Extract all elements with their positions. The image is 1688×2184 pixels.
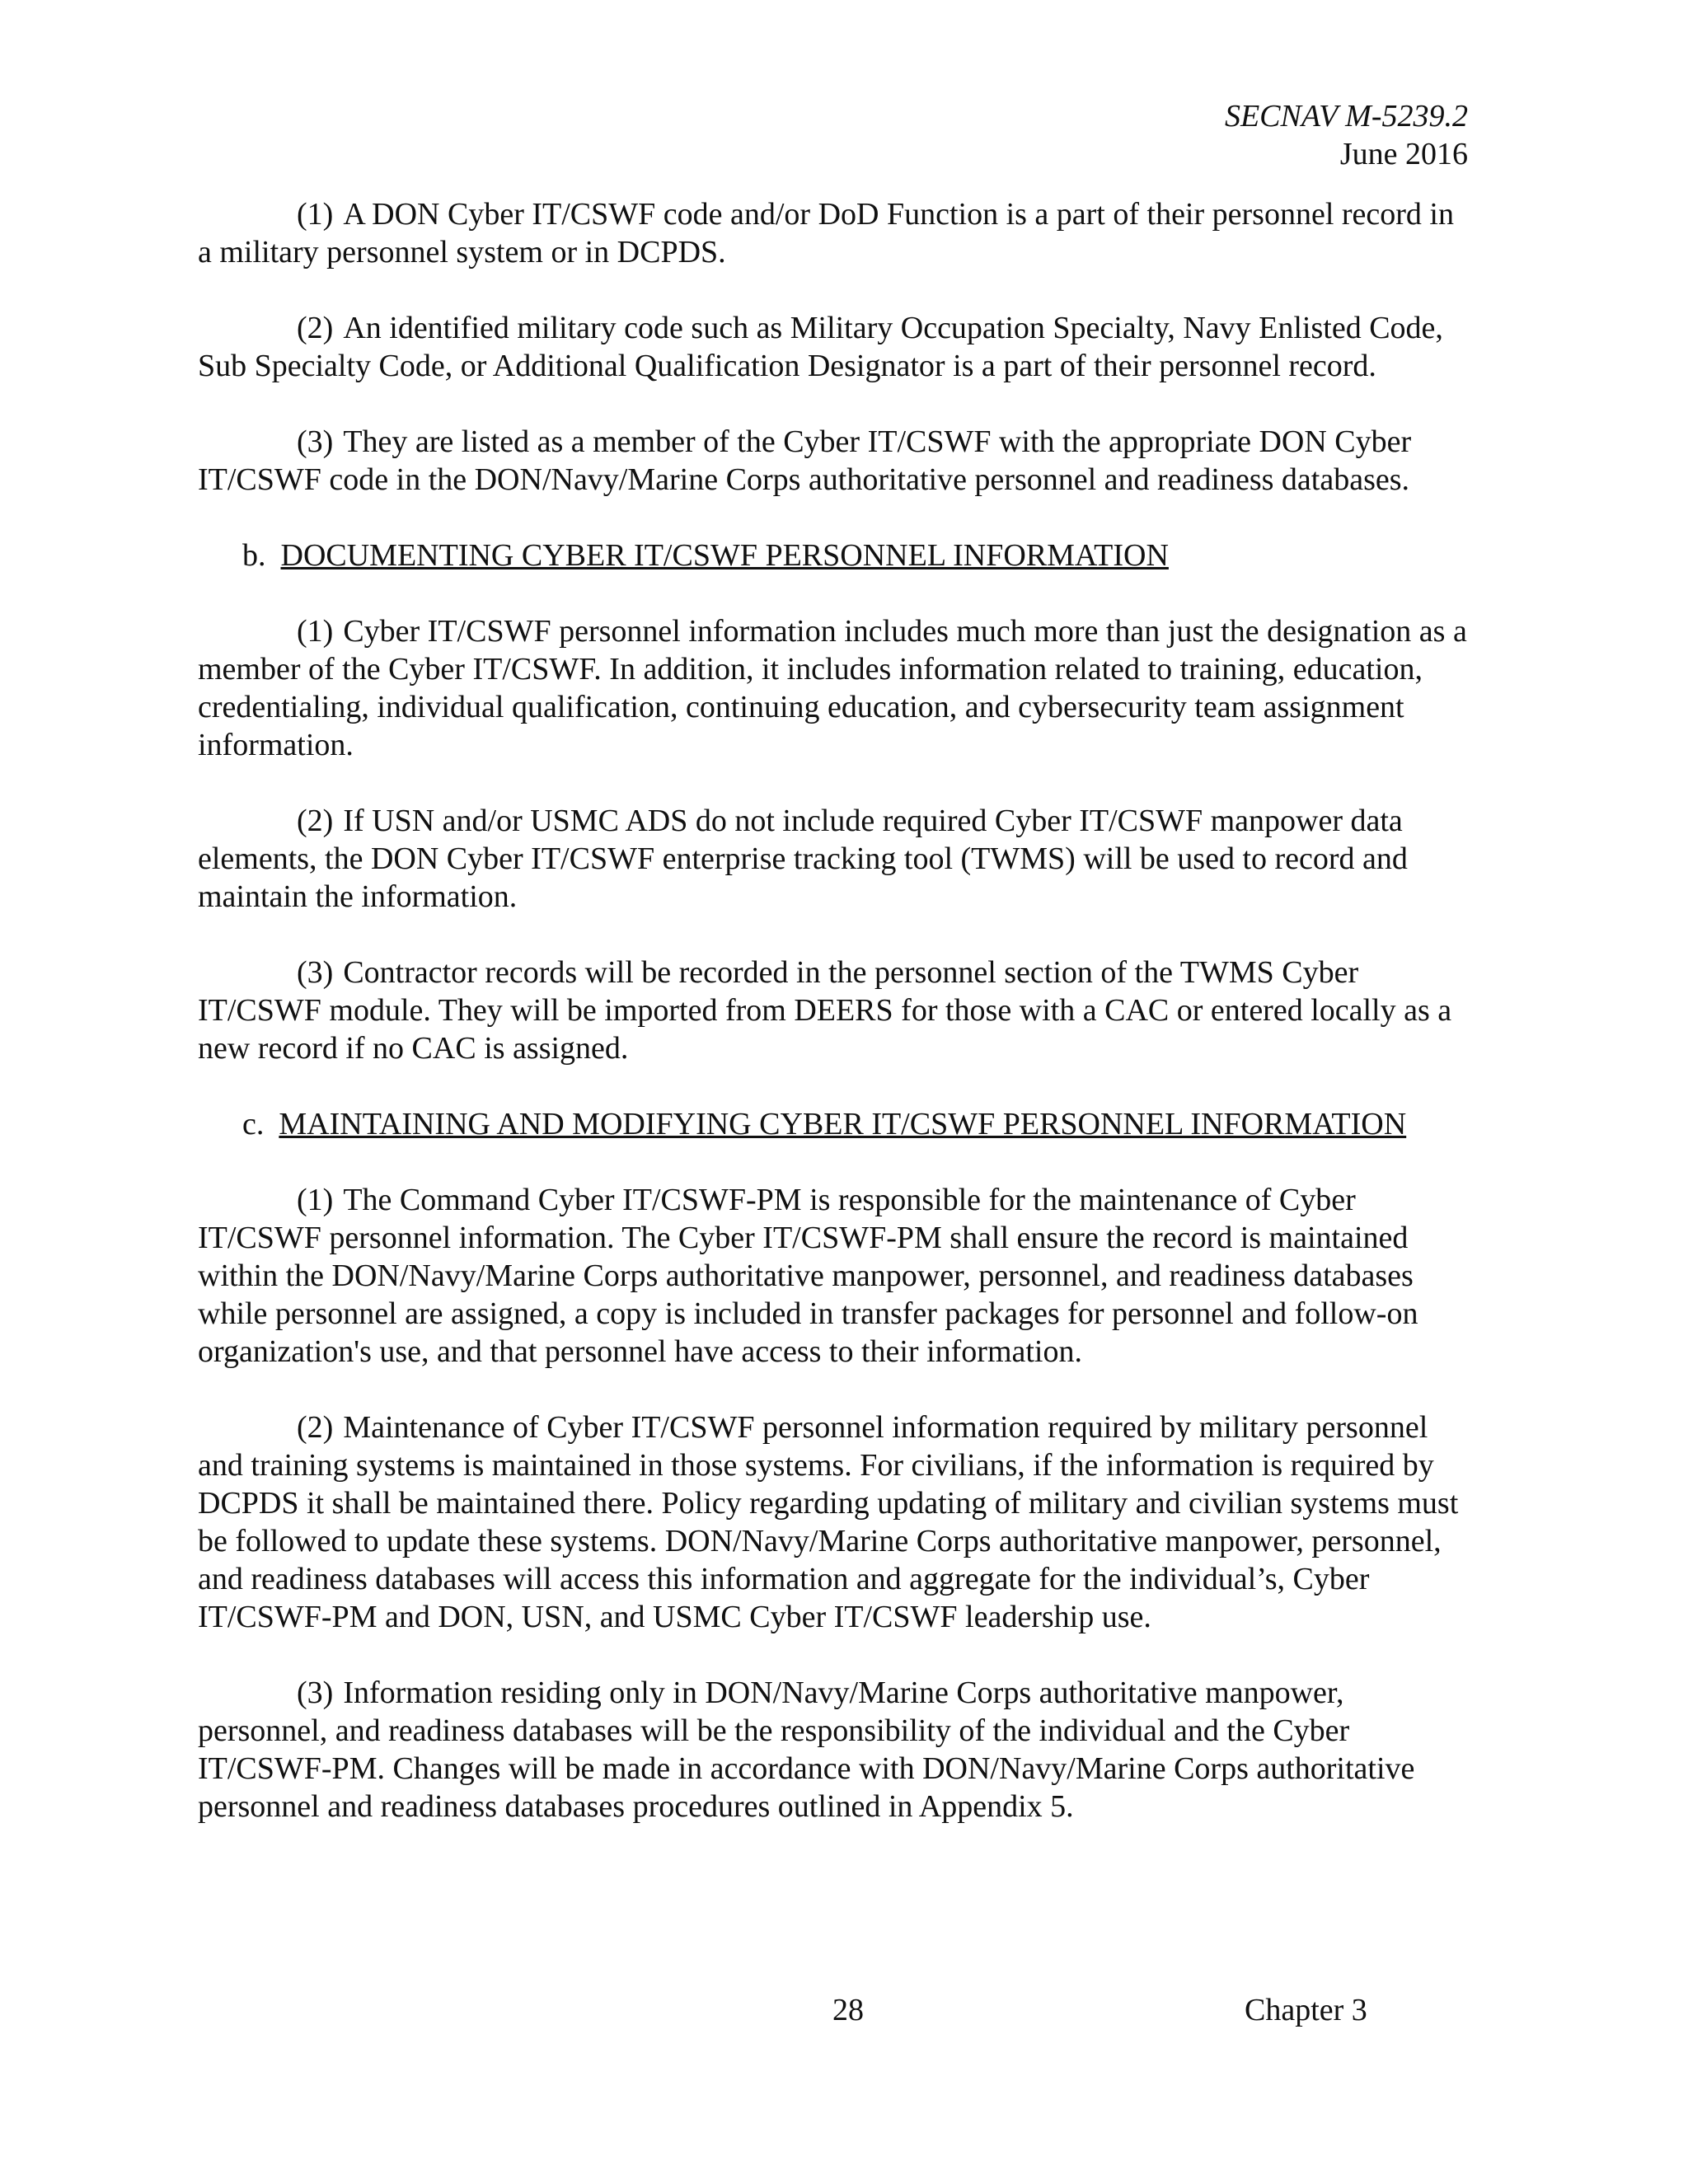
section-title: DOCUMENTING CYBER IT/CSWF PERSONNEL INFORMATION — [280, 538, 1169, 573]
paragraph-number: (1) — [297, 1183, 334, 1217]
paragraph-number: (1) — [297, 614, 334, 649]
section-title: MAINTAINING AND MODIFYING CYBER IT/CSWF PERSONNEL INFORMATION — [279, 1107, 1407, 1141]
paragraph-text: Information residing only in DON/Navy/Marine Corps authoritative manpower, personnel, and readiness databases will be the responsibility of the individual and the Cyber IT/CSWF-PM. Changes will be made in accordance with DON/Navy/Marine Corps authoritative personnel and readiness databases procedures outlined in Appendix 5. — [198, 1675, 1415, 1824]
section-letter: c. — [242, 1107, 265, 1141]
paragraph-item — [198, 423, 1471, 499]
paragraph-number: (3) — [297, 1675, 334, 1710]
paragraph-text: A DON Cyber IT/CSWF code and/or DoD Function is a part of their personnel record in a military personnel system or in DCPDS. — [198, 197, 1454, 269]
paragraph-number: (2) — [297, 311, 334, 345]
paragraph-number: (2) — [297, 1410, 334, 1445]
section-letter: b. — [242, 538, 266, 573]
paragraph-item — [198, 1181, 1471, 1371]
document-body — [198, 195, 1471, 1863]
page-number: 28 — [832, 1993, 864, 2027]
paragraph-item — [198, 612, 1471, 764]
paragraph-number: (3) — [297, 424, 334, 459]
paragraph-item — [198, 195, 1471, 271]
paragraph-text: Contractor records will be recorded in the personnel section of the TWMS Cyber IT/CSWF module. They will be imported from DEERS for those with a CAC or entered locally as a new record if no CAC is assigned. — [198, 955, 1452, 1066]
paragraph-text: Maintenance of Cyber IT/CSWF personnel information required by military personnel and training systems is maintained in those systems. For civilians, if the information is required by DCPDS it shall be maintained there. Policy regarding updating of military and civilian systems must be followed to update these systems. DON/Navy/Marine Corps authoritative manpower, personnel, and readiness databases will access this information and aggregate for the individual’s, Cyber IT/CSWF-PM and DON, USN, and USMC Cyber IT/CSWF leadership use. — [198, 1410, 1459, 1634]
paragraph-item — [198, 1674, 1471, 1825]
paragraph-item — [198, 1408, 1471, 1636]
section-heading-c — [198, 1105, 1471, 1143]
document-date: June 2016 — [1339, 137, 1468, 171]
paragraph-number: (3) — [297, 955, 334, 990]
document-number: SECNAV M-5239.2 — [1224, 99, 1468, 134]
paragraph-text: The Command Cyber IT/CSWF-PM is responsible for the maintenance of Cyber IT/CSWF personnel information. The Cyber IT/CSWF-PM shall ensure the record is maintained within the DON/Navy/Marine Corps authoritative manpower, personnel, and readiness databases while personnel are assigned, a copy is included in transfer packages for personnel and follow-on organization's use, and that personnel have access to their information. — [198, 1183, 1418, 1369]
paragraph-number: (1) — [297, 197, 334, 232]
page-header — [1225, 97, 1468, 173]
paragraph-text: An identified military code such as Military Occupation Specialty, Navy Enlisted Code, Sub Specialty Code, or Additional Qualification Designator is a part of their personnel record. — [198, 311, 1443, 383]
paragraph-number: (2) — [297, 804, 334, 838]
paragraph-item — [198, 309, 1471, 385]
paragraph-item — [198, 802, 1471, 916]
paragraph-text: They are listed as a member of the Cyber IT/CSWF with the appropriate DON Cyber IT/CSWF code in the DON/Navy/Marine Corps authoritative personnel and readiness databases. — [198, 424, 1412, 497]
paragraph-text: If USN and/or USMC ADS do not include required Cyber IT/CSWF manpower data elements, the DON Cyber IT/CSWF enterprise tracking tool (TWMS) will be used to record and maintain the information. — [198, 804, 1408, 914]
chapter-label: Chapter 3 — [1245, 1993, 1367, 2027]
section-heading-b — [198, 537, 1471, 574]
paragraph-item — [198, 954, 1471, 1067]
paragraph-text: Cyber IT/CSWF personnel information includes much more than just the designation as a member of the Cyber IT/CSWF. In addition, it includes information related to training, education, credentialing, individual qualification, continuing education, and cybersecurity team assignment information. — [198, 614, 1467, 762]
